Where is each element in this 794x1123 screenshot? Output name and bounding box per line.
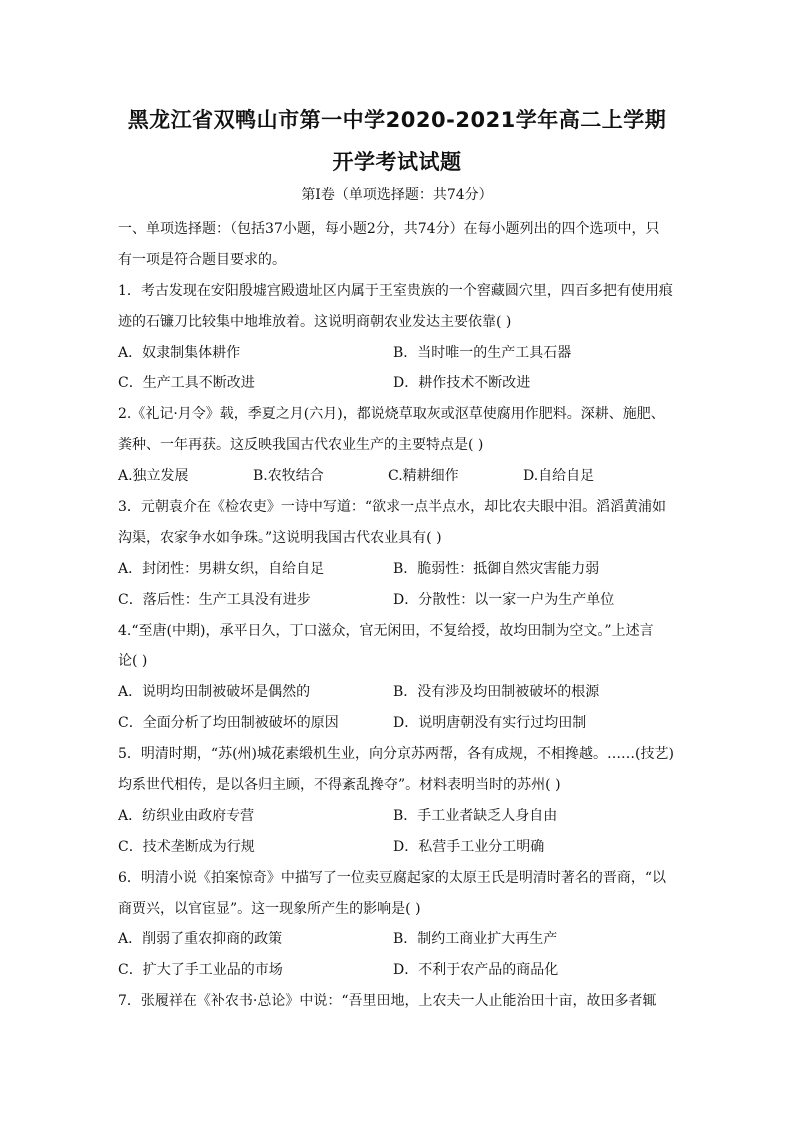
options-row xyxy=(118,338,678,369)
question-4 xyxy=(118,616,678,740)
option-c: C．扩大了手工业品的市场 xyxy=(118,962,283,979)
question-7 xyxy=(118,986,678,1017)
options-row xyxy=(118,832,678,863)
question-stem: 论( ) xyxy=(118,653,148,670)
options-row xyxy=(118,368,678,399)
option-a: A．纺织业由政府专营 xyxy=(118,807,255,824)
question-stem: 迹的石镰刀比较集中地堆放着。这说明商朝农业发达主要依靠( ) xyxy=(118,313,512,330)
option-a: A.独立发展 xyxy=(118,468,189,485)
instructions-line: 一、单项选择题：（包括37小题，每小题2分，共74分）在每小题列出的四个选项中，只 xyxy=(118,221,660,237)
option-c: C．全面分析了均田制被破坏的原因 xyxy=(118,715,339,732)
option-d: D．分散性：以一家一户为生产单位 xyxy=(393,591,615,608)
options-row xyxy=(118,955,678,986)
option-c: C．生产工具不断改进 xyxy=(118,375,255,392)
instructions-line: 有一项是符合题目要求的。 xyxy=(118,251,286,268)
options-row xyxy=(118,585,678,616)
question-3 xyxy=(118,492,678,616)
option-a: A．削弱了重农抑商的政策 xyxy=(118,931,283,948)
question-list xyxy=(118,214,678,1017)
page-subtitle: 开学考试试题 xyxy=(332,150,462,174)
option-c: C.精耕细作 xyxy=(388,468,459,485)
option-d: D．耕作技术不断改进 xyxy=(393,375,531,392)
option-b: B．手工业者缺乏人身自由 xyxy=(393,807,558,824)
option-d: D．私营手工业分工明确 xyxy=(393,838,545,855)
options-row xyxy=(118,924,678,955)
option-a: A．说明均田制被破坏是偶然的 xyxy=(118,684,311,701)
option-d: D．说明唐朝没有实行过均田制 xyxy=(393,715,587,732)
question-stem: 3．元朝袁介在《检农吏》一诗中写道：“欲求一点半点水，却比农夫眼中泪。滔滔黄浦如 xyxy=(118,499,667,516)
question-6 xyxy=(118,863,678,987)
options-row xyxy=(118,461,678,492)
page-title: 黑龙江省双鸭山市第一中学2020-2021学年高二上学期 xyxy=(127,108,667,132)
question-stem: 商贾兴，以官宦显”。这一现象所产生的影响是( ) xyxy=(118,900,421,917)
question-stem: 粪种、一年再获。这反映我国古代农业生产的主要特点是( ) xyxy=(118,437,484,454)
section-heading: 第Ⅰ卷（单项选择题：共74分） xyxy=(301,187,493,203)
option-a: A．封闭性：男耕女织，自给自足 xyxy=(118,560,325,577)
question-5 xyxy=(118,739,678,863)
question-stem: 4.“至唐(中期)，承平日久，丁口滋众，官无闲田，不复给授，故均田制为空文。”上述言 xyxy=(118,622,654,639)
option-b: B.农牧结合 xyxy=(253,468,324,485)
question-stem: 2.《礼记·月令》载，季夏之月(六月)，都说烧草取灰或沤草使腐用作肥料。深耕、施肥、 xyxy=(118,406,665,423)
option-c: C．落后性：生产工具没有进步 xyxy=(118,591,311,608)
question-stem: 1．考古发现在安阳殷墟宫殿遗址区内属于王室贵族的一个窖藏圆穴里，四百多把有使用痕 xyxy=(118,282,673,299)
question-stem: 7．张履祥在《补农书·总论》中说：“吾里田地，上农夫一人止能治田十亩，故田多者辄 xyxy=(118,993,657,1010)
option-b: B．制约工商业扩大再生产 xyxy=(393,931,558,948)
question-stem: 6．明清小说《拍案惊奇》中描写了一位卖豆腐起家的太原王氏是明清时著名的晋商，“以 xyxy=(118,869,667,886)
question-stem: 5．明清时期，“苏(州)城花素缎机生业，向分京苏两帮，各有成规，不相搀越。……(技艺) xyxy=(118,746,674,763)
option-d: D．不利于农产品的商品化 xyxy=(393,962,559,979)
question-1 xyxy=(118,276,678,400)
options-row xyxy=(118,708,678,739)
option-c: C．技术垄断成为行规 xyxy=(118,838,255,855)
option-a: A．奴隶制集体耕作 xyxy=(118,344,241,361)
options-row xyxy=(118,677,678,708)
question-2 xyxy=(118,399,678,492)
option-b: B．没有涉及均田制被破坏的根源 xyxy=(393,684,600,701)
question-stem: 均系世代相传，是以各归主顾，不得紊乱搀夺”。材料表明当时的苏州( ) xyxy=(118,777,561,794)
option-d: D.自给自足 xyxy=(523,468,595,485)
options-row xyxy=(118,801,678,832)
question-stem: 沟渠，农家争水如争珠。”这说明我国古代农业具有( ) xyxy=(118,529,442,546)
option-b: B．脆弱性：抵御自然灾害能力弱 xyxy=(393,560,600,577)
option-b: B．当时唯一的生产工具石器 xyxy=(393,344,572,361)
options-row xyxy=(118,554,678,585)
